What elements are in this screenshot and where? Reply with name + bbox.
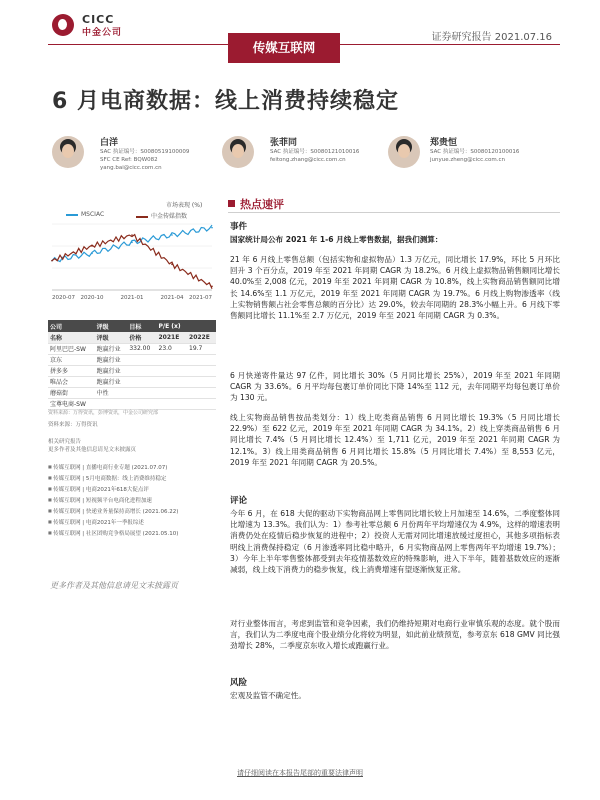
table-row: [48, 376, 216, 387]
section-rule: [228, 212, 560, 213]
logo-cn: 中金公司: [82, 28, 123, 38]
legend-item: [66, 211, 104, 218]
table-cell: 跑赢行业: [95, 376, 128, 387]
section-title: 热点速评: [228, 196, 284, 212]
paragraph-4: 今年 6 月，在 618 大促的驱动下实物商品网上零售同比增长较上月加速至 14.6%，二季度整体同比增速为 13.3%。我们认为：1）参考社零总额 6 月份两年平均增速仅为 4.9%，这样的增速表明消费仍处在疫情后稳步恢复的进程中；2）投资人无需对同比增速放缓过度担心，其他多项指标表明线上消费保持稳定（6 月渗透率同比稳中略升，6 月实物商品网上零售两年平均增速 19.7%）；3）今年上半年零售整体都受到去年疫情基数效应的特殊影响，进入下半年，随着基数效应的逐渐减弱，线上线下消费力的稳步恢复，线上消费增速有望逐渐恢复正常。: [230, 509, 560, 575]
table-row: [48, 343, 216, 354]
sector-tab: 传媒互联网: [228, 33, 340, 63]
table-cell: 332.00: [127, 343, 156, 354]
more-authors-note: 更多作者及其他信息请见文末披露页: [50, 581, 178, 590]
related-report-item[interactable]: ■ 传媒互联网 | 短视频平台电商化进程加速: [48, 495, 218, 506]
data-point: [131, 234, 133, 236]
analyst-line: SAC 执证编号：S0080121010016: [270, 149, 360, 155]
related-reports-list: [48, 462, 218, 539]
related-report-item[interactable]: ■ 传媒互联网 | 电商2021年618大促点评: [48, 484, 218, 495]
analyst-name: 白洋: [100, 138, 119, 148]
paragraph-1: 21 年 6 月线上零售总额（包括实物和虚拟物品）1.3 万亿元，同比增长 17.9%，环比 5 月环比回升 3 个百分点，2019 年至 2021 年同期 CAGR 为 18.2%。6 月线上虚拟物品销售额同比增长 40.0%至 2,008 亿元，2019 年至 2021 年同期 CAGR 为 10.8%，线上实物商品销售额同比增长 14.6%至 1.1 万亿元，2019 年至 2021 年同期 CAGR 为 19.7%。6 月线上购物渗透率（线上实物销售额占社会零售总额的百分比）达 29.0%，较去年同期的 28.3%小幅上升。6 月线下零售额同比增长 11.1%至 2.7 万亿元，2019 年至 2021 年同期 CAGR 为 0.3%。: [230, 255, 560, 321]
table-subheader: 2021E: [157, 332, 188, 343]
analyst-name: 郑贵恒: [430, 138, 458, 148]
data-point: [211, 227, 213, 229]
data-point: [91, 245, 93, 247]
table-cell: 宝尊电商-SW: [48, 398, 95, 409]
risk-heading: 风险: [230, 678, 248, 688]
related-heading-2: 更多作者及其他信息请见文末披露页: [48, 447, 137, 453]
data-point: [51, 260, 53, 262]
table-row: [48, 387, 216, 398]
table-cell: 23.0: [157, 343, 188, 354]
table-cell: [157, 354, 188, 365]
table-cell: [95, 398, 128, 409]
related-report-item[interactable]: ■ 传媒互联网 | 5月电商数据：线上消费维持稳定: [48, 473, 218, 484]
event-intro: 国家统计局公布 2021 年 1-6 月线上零售数据，据我们测算：: [230, 235, 443, 244]
analyst-line: SFC CE Ref: BQW082: [100, 157, 158, 163]
table-subheader: 评级: [95, 332, 128, 343]
table-header: 目标: [127, 320, 156, 332]
table-cell: 跑赢行业: [95, 343, 128, 354]
analyst-name: 张菲同: [270, 138, 298, 148]
analyst-card: [430, 135, 519, 164]
legend-label: MSCIAC: [81, 211, 105, 218]
paragraph-6: 宏观及监管不确定性。: [230, 691, 306, 700]
table-header: P/E (x): [157, 320, 188, 332]
comment-heading: 评论: [230, 496, 248, 506]
related-report-item[interactable]: ■ 传媒互联网 | 社区团购竞争格局展望 (2021.05.10): [48, 528, 218, 539]
table-header: 公司: [48, 320, 95, 332]
table-cell: [157, 398, 188, 409]
related-report-item[interactable]: ■ 传媒互联网 | 电商2021年一季报综述: [48, 517, 218, 528]
table-cell: [187, 398, 216, 409]
analyst-card: [270, 135, 359, 164]
x-tick-label: 2021-01: [120, 295, 144, 301]
table-subheader: 2022E: [187, 332, 216, 343]
x-tick-label: 2020-10: [80, 295, 104, 301]
table-cell: [127, 398, 156, 409]
table-subheader: 价格: [127, 332, 156, 343]
analyst-avatar: [388, 136, 420, 168]
analyst-email: feitong.zhang@cicc.com.cn: [270, 157, 346, 163]
table-row: [48, 354, 216, 365]
paragraph-3: 线上实物商品销售按品类划分：1）线上吃类商品销售 6 月同比增长 19.3%（5 月同比增长 22.9%）至 622 亿元，2019 年至 2021 年同期 CAGR 为 34.1%。2）线上穿类商品销售 6 月同比增长 7.4%（5 月同比增长 12.4%）至 1,711 亿元，2019 年至 2021 年同期 CAGR 为 12.1%。3）线上用类商品销售 6 月同比增长 15.8%（5 月同比增长 7.4%）至 8,553 亿元，2019 年至 2021 年同期 CAGR 为 20.5%。: [230, 413, 560, 467]
footer-disclaimer-link[interactable]: 请仔细阅读在本报告尾部的重要法律声明: [237, 769, 363, 777]
related-heading: [48, 438, 136, 454]
table-subheader-row: [48, 332, 216, 343]
table-cell: [187, 354, 216, 365]
table-header-row: [48, 320, 216, 332]
source-note: 资料来源：万得资讯: [48, 422, 98, 428]
related-heading-1: 相关研究报告: [48, 439, 82, 445]
valuation-table: [48, 320, 216, 410]
table-note: 资料来源：万得资讯，彭博资讯，中金公司研究部: [48, 410, 159, 416]
legend-label: 中金传媒指数: [151, 213, 188, 220]
table-cell: [127, 387, 156, 398]
table-cell: 蘑菇街: [48, 387, 95, 398]
table-cell: [157, 376, 188, 387]
data-point: [171, 234, 173, 236]
table-cell: [187, 365, 216, 376]
data-point: [171, 264, 173, 266]
table-cell: [187, 376, 216, 387]
event-heading: 事件: [230, 222, 248, 232]
table-subheader: 名称: [48, 332, 95, 343]
table-row: [48, 365, 216, 376]
legend-swatch-msciac: [66, 214, 78, 216]
table-cell: 19.7: [187, 343, 216, 354]
x-tick-label: 2021-07: [189, 295, 212, 301]
table-header: 评级: [95, 320, 128, 332]
table-cell: [157, 387, 188, 398]
chart-legend-title: 市场表现 (%): [166, 202, 203, 209]
table-cell: 跑赢行业: [95, 354, 128, 365]
analyst-email: junyue.zheng@cicc.com.cn: [430, 157, 505, 163]
analyst-email: yang.bai@cicc.com.cn: [100, 165, 162, 171]
related-report-item[interactable]: ■ 传媒互联网 | 快递业务量保持高增长 (2021.06.22): [48, 506, 218, 517]
report-type-date: 证券研究报告 2021.07.16: [431, 32, 552, 43]
table-cell: [127, 365, 156, 376]
table-cell: 拼多多: [48, 365, 95, 376]
table-cell: [127, 354, 156, 365]
table-cell: 跑赢行业: [95, 365, 128, 376]
paragraph-2: 6 月快递寄件量达 97 亿件，同比增长 30%（5 月同比增长 25%），2019 年至 2021 年同期 CAGR 为 33.6%。6 月平均每包裹订单价同比下降 14%至 112 元，去年同期平均每包裹订单价为 130 元。: [230, 371, 560, 403]
analyst-line: SAC 执证编号：S0080120100016: [430, 149, 520, 155]
table-cell: 唯品会: [48, 376, 95, 387]
data-point: [211, 286, 213, 288]
analyst-avatar: [52, 136, 84, 168]
data-point: [91, 253, 93, 255]
market-performance-chart: [48, 218, 216, 304]
report-title: 6 月电商数据：线上消费持续稳定: [52, 89, 399, 114]
x-tick-label: 2021-04: [160, 295, 184, 301]
series-line-msciac: [52, 225, 212, 262]
table-cell: [187, 387, 216, 398]
table-cell: 京东: [48, 354, 95, 365]
analyst-avatar: [222, 136, 254, 168]
cicc-logo-icon: [52, 14, 74, 36]
table-cell: [157, 365, 188, 376]
logo-en: CICC: [82, 13, 115, 26]
table-row: [48, 398, 216, 409]
x-tick-label: 2020-07: [52, 295, 75, 301]
table-cell: 阿里巴巴-SW: [48, 343, 95, 354]
table-cell: [127, 376, 156, 387]
related-report-item[interactable]: ■ 传媒互联网 | 直播电商行业专题 (2021.07.07): [48, 462, 218, 473]
table-cell: 中性: [95, 387, 128, 398]
analyst-line: SAC 执证编号：S0080519100009: [100, 149, 190, 155]
data-point: [131, 242, 133, 244]
table-header: [187, 320, 216, 332]
analyst-card: [100, 135, 189, 172]
paragraph-5: 对行业整体而言，考虑到监管和竞争因素，我们仍维持短期对电商行业审慎乐观的态度。就个股而言，我们认为二季度电商个股业绩分化将较为明显，如此前业绩预览，参考京东 618 GMV 同比强劲增长 28%，二季度京东收入增长或跑赢行业。: [230, 619, 560, 651]
